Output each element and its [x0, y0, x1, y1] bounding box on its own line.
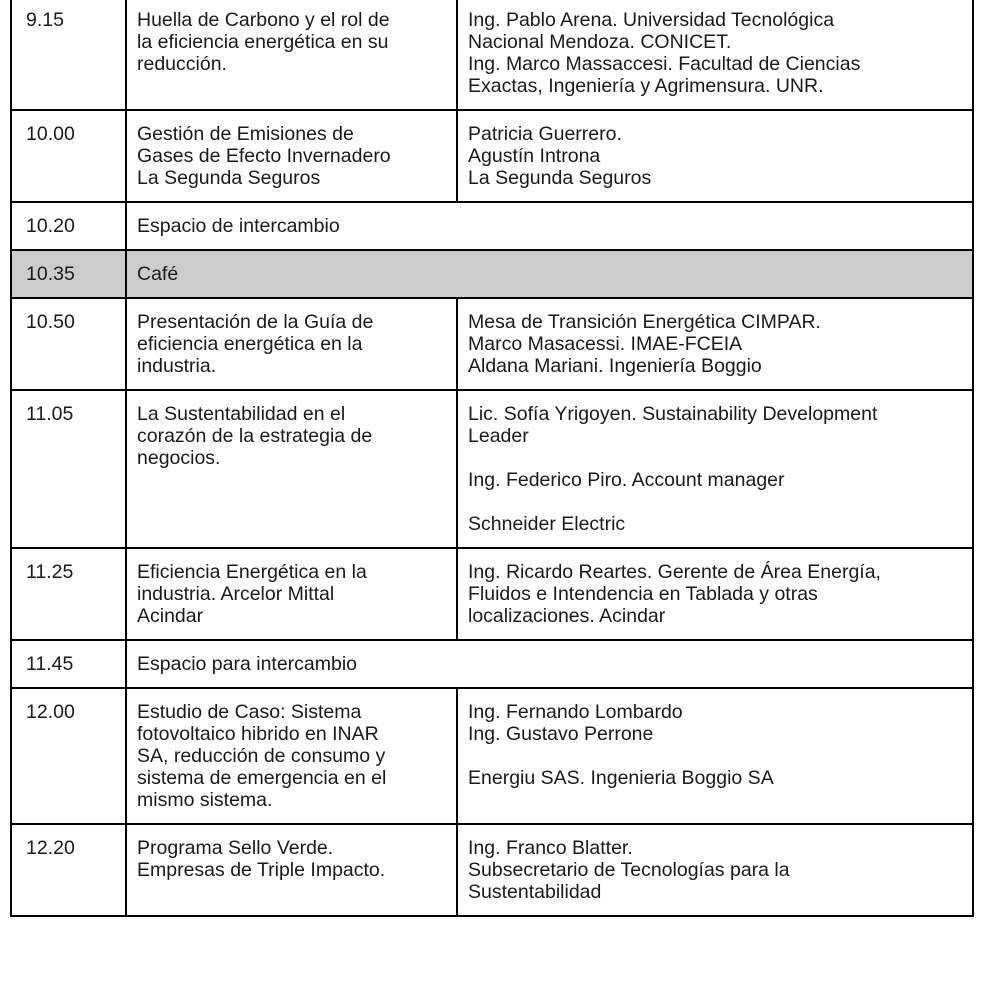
cell-text-line: industria. [137, 355, 217, 377]
cell-text-line: Ing. Ricardo Reartes. Gerente de Área Energía, [468, 561, 881, 583]
cell-text-line: industria. Arcelor Mittal [137, 583, 335, 605]
time-cell: 10.20 [11, 202, 126, 250]
cell-text-line: Eficiencia Energética en la [137, 561, 367, 583]
time-cell: 12.20 [11, 824, 126, 916]
topic-cell [126, 250, 973, 298]
cell-text-line: La Segunda Seguros [137, 167, 321, 189]
speakers-cell [457, 110, 973, 202]
cell-text-line: Ing. Federico Piro. Account manager [468, 469, 785, 491]
cell-text-line: reducción. [137, 53, 227, 75]
cell-text-line: Ing. Marco Massaccesi. Facultad de Ciencias [468, 53, 861, 75]
cell-text-line: Mesa de Transición Energética CIMPAR. [468, 311, 821, 333]
agenda-row [11, 548, 973, 640]
cell-text-line: sistema de emergencia en el [137, 767, 387, 789]
agenda-table [10, 0, 974, 917]
cell-text-line: Gases de Efecto Invernadero [137, 145, 391, 167]
cell-text-line: Patricia Guerrero. [468, 123, 622, 145]
cell-text-line: Espacio para intercambio [137, 653, 358, 675]
cell-text-line: corazón de la estrategia de [137, 425, 373, 447]
cell-text-line: Empresas de Triple Impacto. [137, 859, 386, 881]
cell-text-line: Acindar [137, 605, 204, 627]
agenda-row [11, 0, 973, 110]
agenda-row [11, 298, 973, 390]
cell-text-line: Aldana Mariani. Ingeniería Boggio [468, 355, 762, 377]
agenda-row [11, 640, 973, 688]
agenda-row [11, 688, 973, 824]
cell-text-line: La Segunda Seguros [468, 167, 652, 189]
topic-cell [126, 390, 457, 548]
cell-text-line: localizaciones. Acindar [468, 605, 666, 627]
time-cell: 10.00 [11, 110, 126, 202]
cell-text-line: fotovoltaico hibrido en INAR [137, 723, 379, 745]
time-cell: 10.50 [11, 298, 126, 390]
cell-text-line: Marco Masacessi. IMAE-FCEIA [468, 333, 743, 355]
speakers-cell [457, 548, 973, 640]
cell-text-line: Gestión de Emisiones de [137, 123, 354, 145]
topic-cell [126, 298, 457, 390]
speakers-cell [457, 0, 973, 110]
topic-cell [126, 688, 457, 824]
topic-cell [126, 110, 457, 202]
agenda-break-row [11, 250, 973, 298]
time-cell: 11.25 [11, 548, 126, 640]
cell-text-line: eficiencia energética en la [137, 333, 363, 355]
time-cell: 9.15 [11, 0, 126, 110]
cell-text-line: Subsecretario de Tecnologías para la [468, 859, 790, 881]
time-cell: 12.00 [11, 688, 126, 824]
cell-text-line: Ing. Pablo Arena. Universidad Tecnológica [468, 9, 835, 31]
cell-text-line: negocios. [137, 447, 221, 469]
cell-text-line [468, 745, 962, 767]
topic-cell [126, 824, 457, 916]
cell-text-line: Ing. Fernando Lombardo [468, 701, 683, 723]
agenda-row [11, 824, 973, 916]
cell-text-line: Agustín Introna [468, 145, 601, 167]
cell-text-line: Estudio de Caso: Sistema [137, 701, 362, 723]
time-cell: 10.35 [11, 250, 126, 298]
cell-text-line: Presentación de la Guía de [137, 311, 374, 333]
cell-text-line: la eficiencia energética en su [137, 31, 389, 53]
cell-text-line: Programa Sello Verde. [137, 837, 334, 859]
topic-cell [126, 202, 973, 250]
agenda-row [11, 110, 973, 202]
topic-cell [126, 640, 973, 688]
speakers-cell [457, 824, 973, 916]
cell-text-line: Ing. Franco Blatter. [468, 837, 633, 859]
time-cell: 11.45 [11, 640, 126, 688]
cell-text-line: Lic. Sofía Yrigoyen. Sustainability Development [468, 403, 878, 425]
cell-text-line: Huella de Carbono y el rol de [137, 9, 390, 31]
agenda-row [11, 202, 973, 250]
cell-text-line: Schneider Electric [468, 513, 626, 535]
topic-cell [126, 548, 457, 640]
cell-text-line: Fluidos e Intendencia en Tablada y otras [468, 583, 818, 605]
cell-text-line: Sustentabilidad [468, 881, 602, 903]
cell-text-line: Leader [468, 425, 529, 447]
agenda-table-body [11, 0, 973, 916]
cell-text-line: Exactas, Ingeniería y Agrimensura. UNR. [468, 75, 824, 97]
speakers-cell [457, 688, 973, 824]
cell-text-line: Espacio de intercambio [137, 215, 340, 237]
time-cell: 11.05 [11, 390, 126, 548]
cell-text-line: Nacional Mendoza. CONICET. [468, 31, 732, 53]
cell-text-line: Ing. Gustavo Perrone [468, 723, 654, 745]
cell-text-line [468, 491, 962, 513]
cell-text-line [468, 447, 962, 469]
agenda-row [11, 390, 973, 548]
speakers-cell [457, 390, 973, 548]
cell-text-line: mismo sistema. [137, 789, 273, 811]
cell-text-line: La Sustentabilidad en el [137, 403, 346, 425]
cell-text-line: Energiu SAS. Ingenieria Boggio SA [468, 767, 774, 789]
topic-cell [126, 0, 457, 110]
speakers-cell [457, 298, 973, 390]
cell-text-line: Café [137, 263, 179, 285]
cell-text-line: SA, reducción de consumo y [137, 745, 386, 767]
